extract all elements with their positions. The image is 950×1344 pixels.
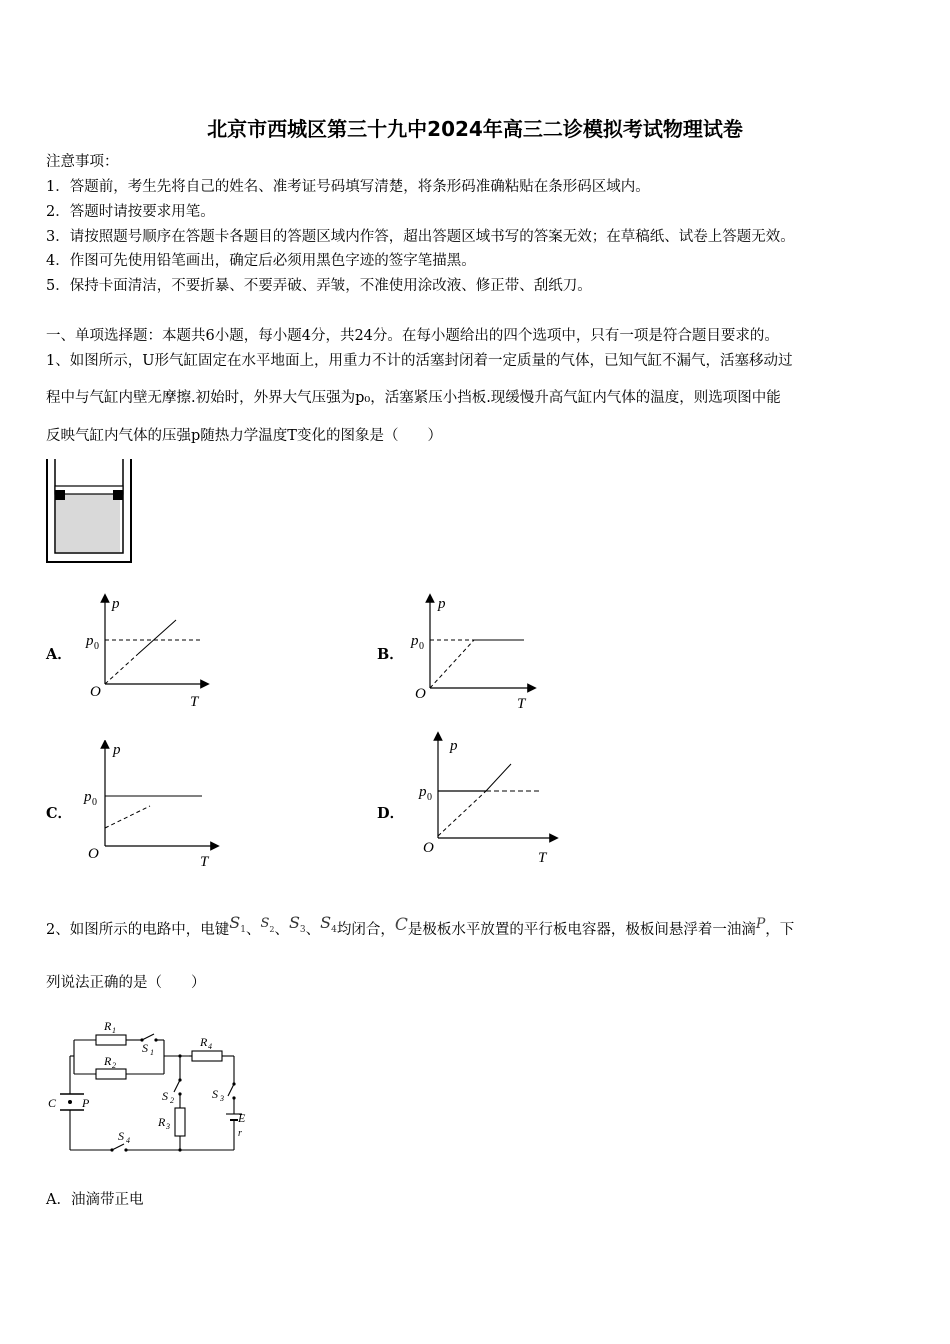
label-p: P	[82, 1096, 90, 1110]
stopper-left	[55, 490, 65, 500]
switch-s1-blade	[142, 1034, 154, 1040]
cylinder-figure	[44, 456, 136, 568]
switch-s1: S	[229, 913, 241, 932]
separator: 、	[245, 922, 261, 938]
switch-s3-blade	[228, 1084, 234, 1096]
graph-c	[80, 740, 220, 870]
x-axis-label: T	[190, 694, 199, 710]
option-c-label: C．	[46, 805, 73, 822]
p0-label: p	[411, 633, 419, 649]
q2-prefix: 2、如图所示的电路中，电键	[46, 922, 230, 938]
label-r4: R	[200, 1035, 208, 1049]
oil-droplet	[68, 1100, 72, 1104]
switch-s4-blade	[112, 1144, 124, 1150]
question-2-line-1	[46, 910, 794, 950]
x-axis-label: T	[200, 854, 209, 870]
label-r: r	[238, 1128, 242, 1139]
label-r4-sub: 4	[208, 1042, 212, 1051]
q2-mid2: 是极板水平放置的平行板电容器，极板间悬浮着一油滴	[407, 922, 756, 938]
question-1-line-2: 程中与气缸内壁无摩擦.初始时，外界大气压强为p₀，活塞紧压小挡板.现缓慢升高气缸内气体的温度，则选项图中能	[46, 390, 781, 406]
x-axis-label: T	[517, 696, 526, 712]
q2-end: ，下	[765, 922, 795, 938]
graph-a	[80, 588, 220, 714]
page-title: 北京市西城区第三十九中2024年高三二诊模拟考试物理试卷	[207, 117, 743, 141]
option-d-label: D．	[377, 805, 405, 822]
label-r3: R	[158, 1115, 166, 1129]
label-r1: R	[104, 1019, 112, 1033]
label-e: E	[238, 1111, 246, 1125]
switch-s3: S	[288, 913, 300, 932]
label-r2-sub: 2	[112, 1061, 116, 1070]
label-s1-sub: 1	[150, 1048, 154, 1057]
p0-subscript: 0	[427, 792, 432, 803]
separator: 、	[305, 922, 321, 938]
q2-mid: 均闭合，	[336, 922, 395, 938]
capacitor-symbol: C	[394, 915, 408, 935]
y-axis-label: p	[112, 596, 120, 612]
question-1-line-3: 反映气缸内气体的压强p随热力学温度T变化的图象是（ ）	[46, 428, 442, 444]
origin-label: O	[423, 840, 434, 856]
graph-b	[402, 588, 542, 714]
label-s3: S	[212, 1087, 218, 1101]
switch-s1-sub: 1	[240, 925, 246, 935]
stopper-right	[113, 490, 123, 500]
switch-s4-sub: 4	[331, 925, 337, 935]
y-axis-label: p	[113, 742, 121, 758]
label-s2: S	[162, 1089, 168, 1103]
label-r3-sub: 3	[166, 1122, 170, 1131]
label-r1-sub: 1	[112, 1026, 116, 1035]
p0-label: p	[419, 784, 427, 800]
label-s1: S	[142, 1041, 148, 1055]
notice-item: 5．保持卡面清洁，不要折暴、不要弄破、弄皱，不准使用涂改液、修正带、刮纸刀。	[46, 278, 592, 294]
origin-label: O	[88, 846, 99, 862]
section-heading: 一、单项选择题：本题共6小题，每小题4分，共24分。在每小题给出的四个选项中，只有一项是符合题目要求的。	[46, 328, 779, 344]
resistor-r3	[175, 1108, 185, 1136]
resistor-r4	[192, 1051, 222, 1061]
graph-d	[414, 730, 559, 870]
notice-item: 1．答题前，考生先将自己的姓名、准考证号码填写清楚，将条形码准确粘贴在条形码区域内。	[46, 179, 650, 195]
switch-s2-sub: 2	[269, 925, 275, 934]
q2-option-a: A．油滴带正电	[46, 1192, 144, 1208]
label-c: C	[48, 1096, 57, 1110]
switch-s2: S	[260, 916, 270, 931]
label-s4-sub: 4	[126, 1136, 130, 1145]
question-2-line-2: 列说法正确的是（ ）	[46, 975, 206, 991]
notice-item: 3．请按照题号顺序在答题卡各题目的答题区域内作答，超出答题区域书写的答案无效；在草稿纸、试卷上答题无效。	[46, 229, 795, 245]
circuit-diagram	[44, 1014, 254, 1159]
option-a-label: A．	[46, 646, 72, 663]
question-1-line-1: 1、如图所示，U形气缸固定在水平地面上，用重力不计的活塞封闭着一定质量的气体，已知气缸不漏气，活塞移动过	[46, 353, 793, 369]
gas-region	[56, 494, 120, 552]
option-b-label: B．	[377, 646, 404, 663]
resistor-r1	[96, 1035, 126, 1045]
x-axis-label: T	[538, 850, 547, 866]
y-axis-label: p	[438, 596, 446, 612]
droplet-symbol: P	[755, 916, 766, 932]
origin-label: O	[415, 686, 426, 702]
y-axis-label: p	[450, 738, 458, 754]
label-s4: S	[118, 1129, 124, 1143]
p0-label: p	[84, 789, 92, 805]
p0-subscript: 0	[92, 797, 97, 808]
piston	[55, 486, 123, 494]
separator: 、	[274, 922, 289, 938]
notice-heading: 注意事项：	[46, 154, 119, 170]
origin-label: O	[90, 684, 101, 700]
switch-s3-sub: 3	[299, 925, 306, 935]
label-s2-sub: 2	[170, 1096, 174, 1105]
p0-subscript: 0	[94, 641, 99, 652]
label-s3-sub: 3	[220, 1094, 224, 1103]
notice-item: 4．作图可先使用铅笔画出，确定后必须用黑色字迹的签字笔描黑。	[46, 253, 476, 269]
label-r2: R	[104, 1054, 112, 1068]
switch-s2-blade	[174, 1080, 180, 1092]
resistor-r2	[96, 1069, 126, 1079]
p0-label: p	[86, 633, 94, 649]
notice-item: 2．答题时请按要求用笔。	[46, 204, 215, 220]
switch-s4: S	[320, 913, 332, 932]
p0-subscript: 0	[419, 641, 424, 652]
